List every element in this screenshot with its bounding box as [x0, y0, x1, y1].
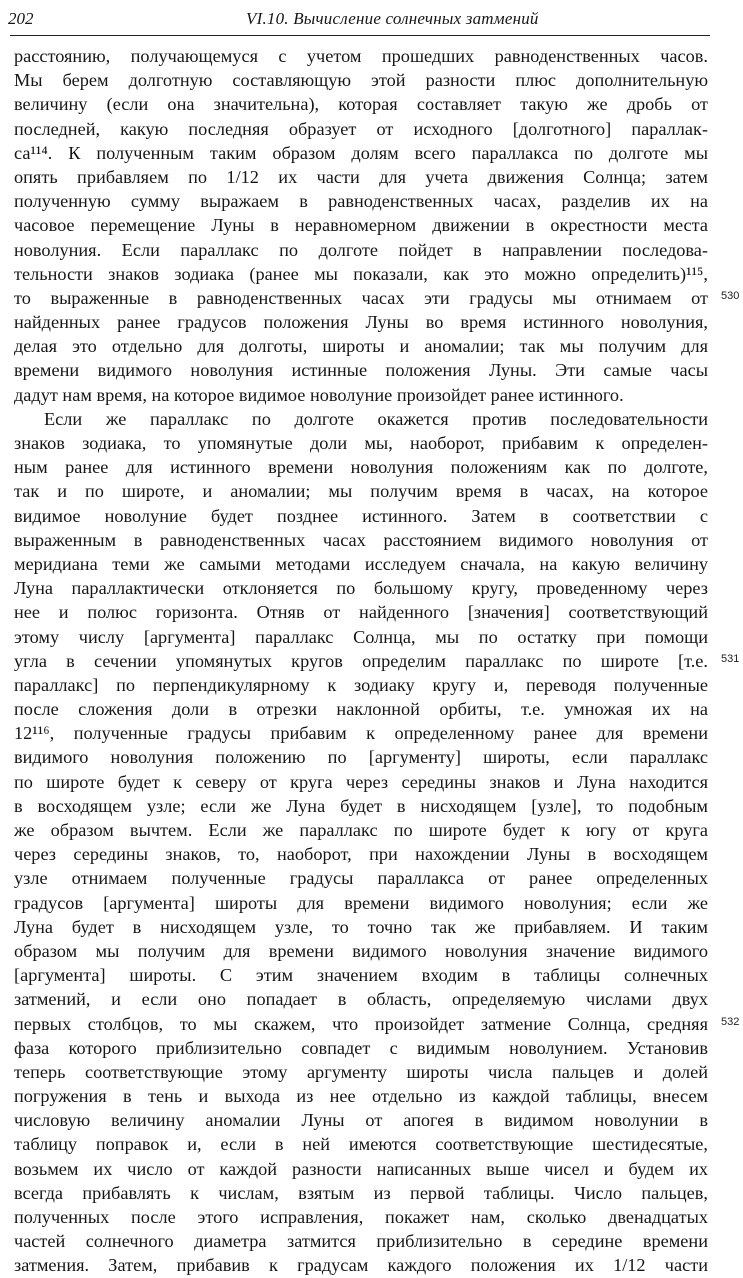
- text-line: таблицу поправок и, если в ней имеются соответствующие шестидесятые,: [14, 1134, 708, 1155]
- text-line: полученную сумму выражаем в равноденственных часах, разделив их на: [14, 191, 708, 212]
- text-line: времени видимого новолуния истинные положения Луны. Эти самые часы: [14, 360, 708, 381]
- text-line: теперь соответствующие этому аргументу широты числа пальцев и долей: [14, 1061, 708, 1082]
- text-line: затмения. Затем, прибавив к градусам каждого положения их 1/12 части: [14, 1255, 708, 1276]
- text-line: через середины знаков, то, наоборот, при нахождении Луны в восходящем: [14, 844, 708, 865]
- running-head: VI.10. Вычисление солнечных затмений: [246, 9, 539, 28]
- text-line: по широте будет к северу от круга через середины знаков и Луна находится: [14, 771, 708, 792]
- text-line: часовое перемещение Луны в неравномерном движении в окрестности места: [14, 215, 708, 236]
- text-line: градусов [аргумента] широты для времени видимого новолуния; если же: [14, 892, 708, 913]
- text-line: новолуния. Если параллакс по долготе пойдет в направлении последова-: [14, 239, 708, 260]
- text-line: опять прибавляем по 1/12 их части для учета движения Солнца; затем: [14, 166, 708, 187]
- text-line: затмений, и если оно попадает в область, определяемую числами двух: [14, 989, 708, 1010]
- text-line: угла в сечении упомянутых кругов определим параллакс по широте [т.е.: [14, 650, 708, 671]
- text-line: знаков зодиака, то упомянутые доли мы, наоборот, прибавим к определен-: [14, 433, 708, 453]
- margin-line-number: 531: [721, 653, 740, 665]
- text-line: 12¹¹⁶, полученные градусы прибавим к определенному ранее для времени: [14, 723, 708, 744]
- text-line: расстоянию, получающемуся с учетом прошедших равноденственных часов.: [14, 46, 708, 66]
- text-line: фаза которого приблизительно совпадет с видимым новолунием. Установив: [14, 1037, 708, 1058]
- text-line: узле отнимаем полученные градусы параллакса от ранее определенных: [14, 868, 708, 889]
- text-line: полученных после этого исправления, покажет нам, сколько двенадцатых: [14, 1207, 708, 1227]
- text-line: видимого новолуния положению по [аргументу] широты, если параллакс: [14, 747, 708, 768]
- margin-line-number: 532: [721, 1016, 740, 1028]
- text-line: то выраженные в равноденственных часах эти градусы мы отнимаем от: [14, 287, 708, 308]
- text-line: параллакс] по перпендикулярному к зодиаку кругу и, переводя полученные: [14, 674, 708, 695]
- text-line: в восходящем узле; если же Луна будет в нисходящем [узле], то подобным: [14, 795, 708, 816]
- text-line: первых столбцов, то мы скажем, что произойдет затмение Солнца, средняя: [14, 1013, 708, 1034]
- text-line: Луна будет в нисходящем узле, то точно так же прибавляем. И таким: [14, 916, 708, 937]
- text-line: меридиана теми же самыми методами исследуем сначала, на какую величину: [14, 553, 708, 574]
- text-line: возьмем их число от каждой разности написанных выше чисел и будем их: [14, 1158, 708, 1179]
- text-line: дадут нам время, на которое видимое новолуние произойдет ранее истинного.: [14, 384, 624, 405]
- text-line: погружения в тень и выхода из нее отдельно из каждой таблицы, внесем: [14, 1086, 708, 1107]
- body-text: [14, 44, 708, 1278]
- text-line: величину (если она значительна), которая составляет такую же дробь от: [14, 94, 708, 115]
- text-line: числовую величину аномалии Луны от апогея в видимом новолунии в: [14, 1110, 708, 1131]
- text-line: делая это отдельно для долготы, широты и аномалии; так мы получим для: [14, 336, 708, 357]
- header-rule: [10, 35, 710, 36]
- text-line: ным ранее для истинного времени новолуния положениям как по долготе,: [14, 457, 708, 478]
- text-line: са¹¹⁴. К полученным таким образом долям всего параллакса по долготе мы: [14, 142, 708, 163]
- text-line: этому числу [аргумента] параллакс Солнца, мы по остатку при помощи: [14, 626, 708, 647]
- text-line: Мы берем долготную составляющую этой разности плюс дополнительную: [14, 70, 708, 91]
- text-line: выраженным в равноденственных часах расстоянием видимого новолуния от: [14, 529, 708, 550]
- page-number: 202: [8, 9, 34, 28]
- text-line: частей солнечного диаметра затмится приблизительно в середине времени: [14, 1231, 708, 1252]
- text-line: последней, какую последняя образует от исходного [долготного] параллак-: [14, 118, 708, 139]
- text-line: Если же параллакс по долготе окажется против последовательности: [44, 408, 708, 429]
- text-line: Луна параллактически отклоняется по большому кругу, проведенному через: [14, 578, 708, 599]
- margin-line-number: 530: [721, 290, 740, 302]
- text-line: образом мы получим для времени видимого новолуния значение видимого: [14, 940, 708, 961]
- text-line: же образом вычтем. Если же параллакс по широте будет к югу от круга: [14, 820, 708, 840]
- text-line: видимое новолуние будет позднее истинного. Затем в соответствии с: [14, 505, 708, 526]
- text-line: [аргумента] широты. С этим значением входим в таблицы солнечных: [14, 965, 708, 986]
- page-header: [8, 6, 708, 34]
- text-line: после сложения доли в отрезки наклонной орбиты, т.е. умножая их на: [14, 699, 708, 720]
- text-line: найденных ранее градусов положения Луны во время истинного новолуния,: [14, 312, 708, 333]
- text-line: нее и полюс горизонта. Отняв от найденного [значения] соответствующий: [14, 602, 708, 623]
- text-line: так и по широте, и аномалии; мы получим время в часах, на которое: [14, 481, 708, 502]
- text-line: всегда прибавлять к числам, взятым из первой таблицы. Число пальцев,: [14, 1182, 708, 1203]
- text-line: тельности знаков зодиака (ранее мы показали, как это можно определить)¹¹⁵,: [14, 263, 708, 284]
